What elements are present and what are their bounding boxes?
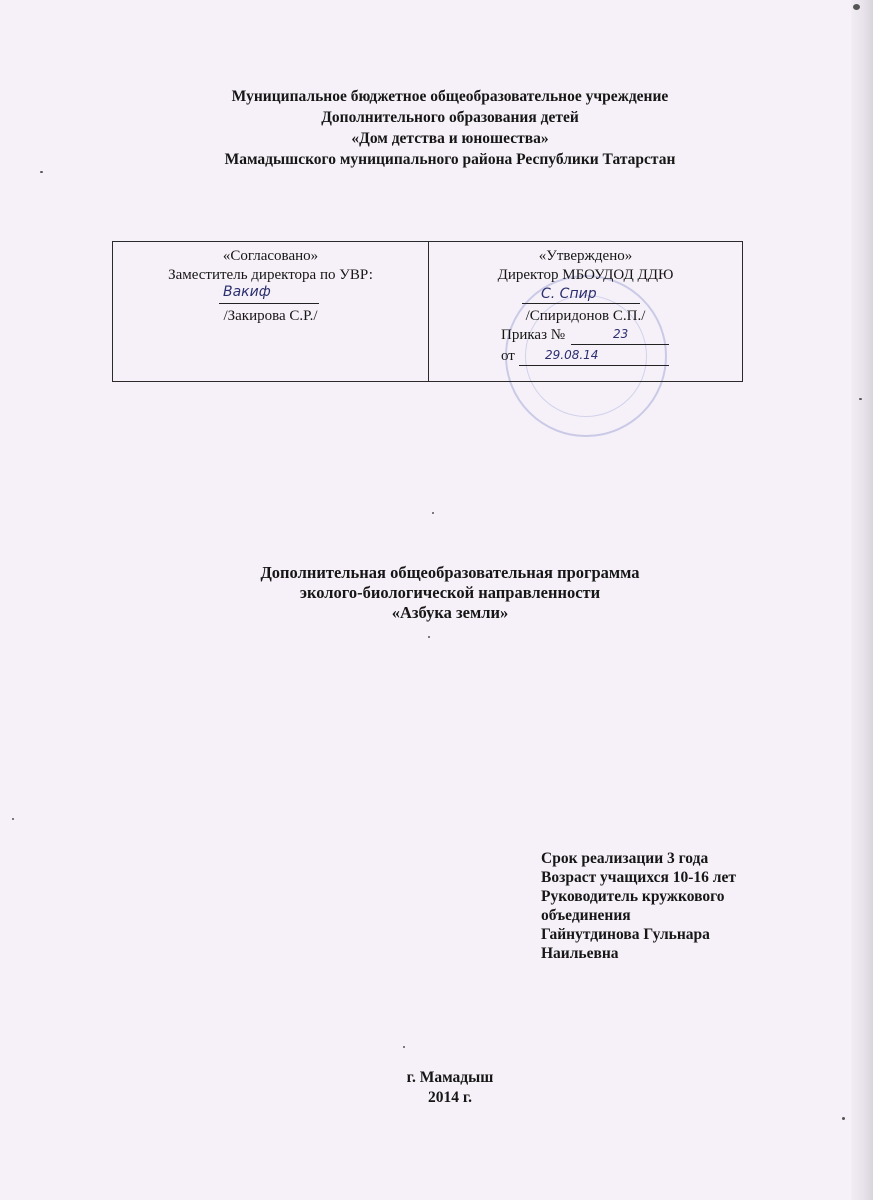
info-line-5: Гайнутдинова Гульнара — [541, 926, 710, 943]
footer-year: 2014 г. — [427, 1089, 473, 1106]
approved-name: /Спиридонов С.П./ — [525, 308, 646, 324]
scan-speck — [403, 1046, 405, 1048]
info-line-3: Руководитель кружкового — [541, 888, 725, 905]
agreed-name: /Закирова С.Р./ — [223, 308, 318, 324]
header-line-1: Муниципальное бюджетное общеобразовательное учреждение — [231, 88, 669, 105]
approval-approved-cell — [429, 242, 742, 381]
agreed-heading: «Согласовано» — [222, 248, 319, 264]
program-title — [100, 563, 800, 623]
program-title-line-1: Дополнительная общеобразовательная программа — [260, 563, 640, 582]
program-title-line-3: «Азбука земли» — [391, 603, 509, 622]
institution-header — [100, 86, 800, 170]
scan-speck — [432, 512, 434, 514]
approval-table — [112, 241, 743, 382]
page-edge-shadow — [851, 0, 873, 1200]
order-number-line — [571, 344, 669, 345]
agreed-signature-line — [219, 303, 319, 304]
footer-city: г. Мамадыш — [406, 1069, 494, 1086]
approval-agreed-cell — [113, 242, 429, 381]
order-number: 23 — [613, 327, 629, 341]
document-footer — [300, 1068, 600, 1108]
scan-speck — [859, 398, 862, 400]
approval-date: 29.08.14 — [545, 348, 599, 362]
approved-signature-line — [522, 303, 640, 304]
header-line-4: Мамадышского муниципального района Республики Татарстан — [224, 151, 676, 168]
header-line-3: «Дом детства и юношества» — [351, 130, 549, 147]
agreed-position: Заместитель директора по УВР: — [168, 267, 373, 283]
program-info — [541, 849, 791, 963]
approved-heading: «Утверждено» — [538, 248, 633, 264]
scan-speck — [853, 4, 860, 10]
order-label: Приказ № — [501, 327, 566, 343]
info-line-2: Возраст учащихся 10-16 лет — [541, 869, 736, 886]
approved-position: Директор МБОУДОД ДДЮ — [497, 267, 674, 283]
program-title-line-2: эколого-биологической направленности — [299, 583, 601, 602]
date-label: от — [501, 348, 515, 364]
scan-speck — [40, 171, 43, 173]
info-line-4: объединения — [541, 907, 631, 924]
info-line-1: Срок реализации 3 года — [541, 850, 709, 867]
approved-signature: С. Спир — [541, 286, 597, 302]
header-line-2: Дополнительного образования детей — [321, 109, 579, 126]
info-line-6: Наильевна — [541, 945, 619, 962]
scan-speck — [428, 636, 430, 638]
date-line — [519, 365, 669, 366]
agreed-signature: Вакиф — [223, 284, 271, 300]
scan-speck — [12, 818, 14, 820]
scan-speck — [842, 1117, 845, 1120]
